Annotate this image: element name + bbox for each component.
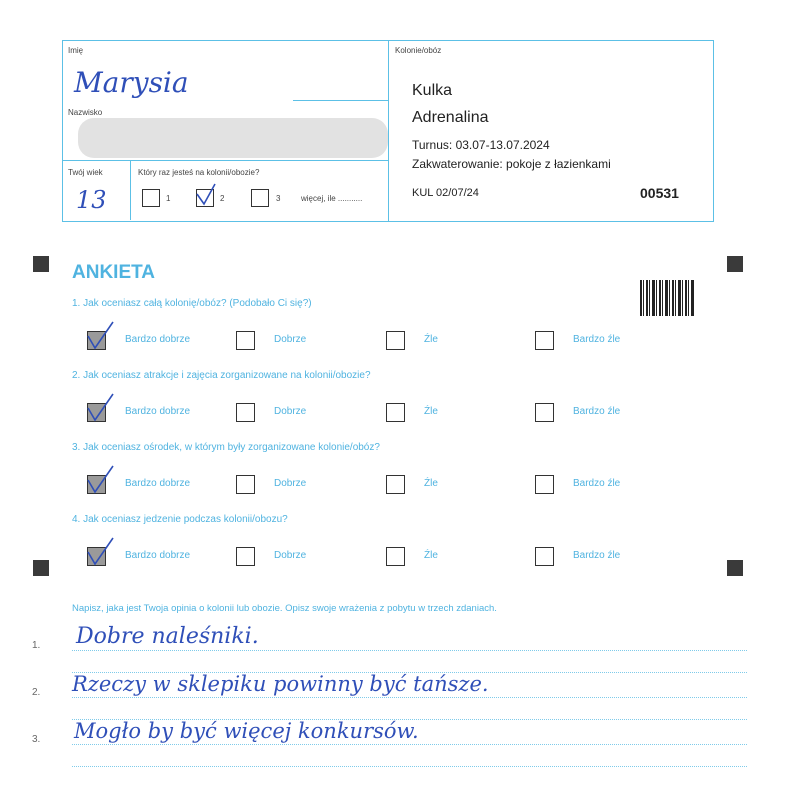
registration-marker: [33, 256, 49, 272]
question-text: 4. Jak oceniasz jedzenie podczas kolonii/obozu?: [72, 514, 288, 525]
answer-line: [72, 766, 747, 767]
survey-title: ANKIETA: [72, 262, 156, 283]
times-option-1: 1: [166, 194, 171, 203]
checkmark-icon: [85, 318, 115, 352]
rating-option-label: Bardzo źle: [573, 478, 621, 489]
question-text: 3. Jak oceniasz ośrodek, w którym były zorganizowane kolonie/obóz?: [72, 442, 380, 453]
rating-checkbox[interactable]: [386, 403, 405, 422]
rating-checkbox[interactable]: [535, 547, 554, 566]
rating-option-label: Bardzo źle: [573, 406, 621, 417]
camp-code: KUL 02/07/24: [412, 187, 479, 199]
camp-label: Kolonie/obóz: [395, 46, 442, 55]
rating-option-label: Bardzo dobrze: [125, 334, 191, 345]
rating-option-label: Źle: [424, 334, 438, 345]
rating-option-label: Bardzo źle: [573, 334, 621, 345]
rating-checkbox[interactable]: [386, 547, 405, 566]
times-option-3: 3: [276, 194, 281, 203]
rating-option-label: Źle: [424, 550, 438, 561]
answer-3[interactable]: Mogło by być więcej konkursów.: [74, 719, 419, 743]
rating-option-label: Dobrze: [274, 334, 307, 345]
camp-name: Kulka: [412, 82, 453, 99]
camp-sub: Adrenalina: [412, 109, 489, 126]
answer-1[interactable]: Dobre naleśniki.: [76, 624, 259, 649]
rating-checkbox[interactable]: [236, 331, 255, 350]
question-text: 1. Jak oceniasz całą kolonię/obóz? (Podobało Ci się?): [72, 298, 312, 309]
times-option-2: 2: [220, 194, 225, 203]
surname-redacted: [78, 118, 388, 158]
rating-checkbox[interactable]: [236, 547, 255, 566]
times-option-more: więcej, ile ...........: [301, 194, 363, 203]
checkmark-icon: [85, 534, 115, 568]
registration-marker: [33, 560, 49, 576]
rating-option-label: Bardzo źle: [573, 550, 621, 561]
rating-checkbox[interactable]: [535, 475, 554, 494]
times-checkbox-1[interactable]: [142, 189, 160, 207]
answer-line: [72, 697, 747, 698]
turnus: Turnus: 03.07-13.07.2024: [412, 138, 550, 152]
rating-option-label: Źle: [424, 478, 438, 489]
name-label: Imię: [68, 46, 84, 55]
age-value[interactable]: 13: [76, 186, 107, 214]
rating-option-label: Bardzo dobrze: [125, 550, 191, 561]
form-number: 00531: [640, 185, 679, 201]
rating-checkbox[interactable]: [386, 475, 405, 494]
registration-marker: [727, 560, 743, 576]
checkmark-icon: [85, 462, 115, 496]
rating-option-label: Bardzo dobrze: [125, 478, 191, 489]
age-label: Twój wiek: [68, 168, 103, 177]
name-value[interactable]: Marysia: [74, 66, 189, 99]
registration-marker: [727, 256, 743, 272]
answer-line: [72, 744, 747, 745]
rating-option-label: Dobrze: [274, 478, 307, 489]
checkmark-icon: [85, 390, 115, 424]
surname-label: Nazwisko: [68, 108, 103, 117]
rating-checkbox[interactable]: [236, 403, 255, 422]
rating-checkbox[interactable]: [535, 403, 554, 422]
rating-checkbox[interactable]: [535, 331, 554, 350]
rating-checkbox[interactable]: [236, 475, 255, 494]
rating-option-label: Źle: [424, 406, 438, 417]
answer-line: [72, 650, 747, 651]
barcode-icon: [640, 280, 694, 316]
question-text: 2. Jak oceniasz atrakcje i zajęcia zorganizowane na kolonii/obozie?: [72, 370, 371, 381]
rating-checkbox[interactable]: [87, 475, 106, 494]
rating-option-label: Bardzo dobrze: [125, 406, 191, 417]
times-label: Który raz jesteś na kolonii/obozie?: [138, 168, 260, 177]
checkmark-icon: [194, 182, 218, 208]
answer-2[interactable]: Rzeczy w sklepiku powinny być tańsze.: [72, 672, 489, 696]
zakwaterowanie: Zakwaterowanie: pokoje z łazienkami: [412, 157, 611, 171]
rating-checkbox[interactable]: [386, 331, 405, 350]
rating-option-label: Dobrze: [274, 550, 307, 561]
rating-checkbox[interactable]: [87, 547, 106, 566]
line-number: 1.: [32, 640, 41, 651]
rating-option-label: Dobrze: [274, 406, 307, 417]
line-number: 3.: [32, 734, 41, 745]
opinion-prompt: Napisz, jaka jest Twoja opinia o kolonii lub obozie. Opisz swoje wrażenia z pobytu w trzech zdaniach.: [72, 603, 497, 614]
rating-checkbox[interactable]: [87, 403, 106, 422]
times-checkbox-3[interactable]: [251, 189, 269, 207]
rating-checkbox[interactable]: [87, 331, 106, 350]
line-number: 2.: [32, 687, 41, 698]
